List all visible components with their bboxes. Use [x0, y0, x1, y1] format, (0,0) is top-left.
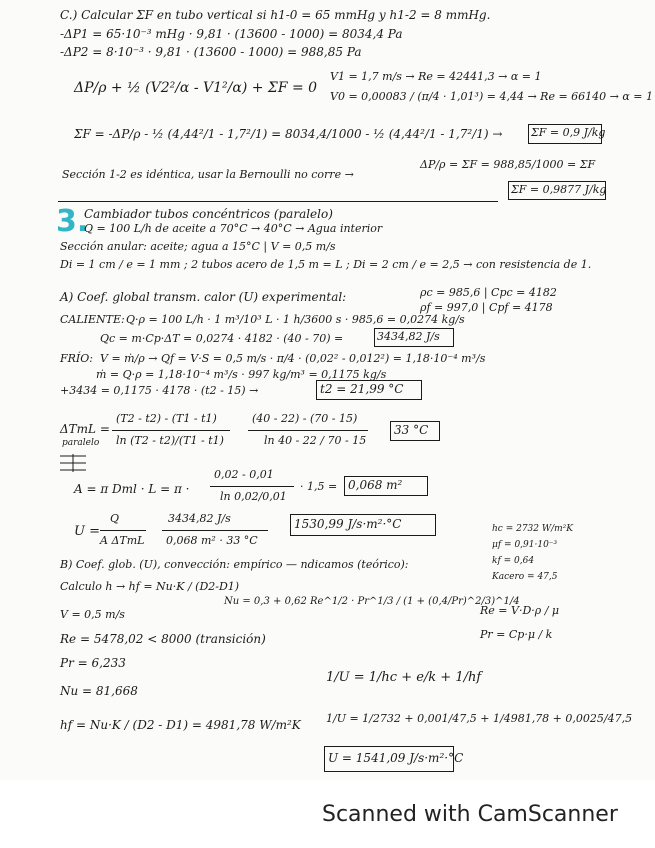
area-numerator: 0,02 - 0,01 [214, 468, 274, 481]
caliente-line: Q·ρ = 100 L/h · 1 m³/10³ L · 1 h/3600 s · 985,6 = 0,0274 kg/s [126, 313, 465, 326]
v1-line: V1 = 1,7 m/s → Re = 42441,3 → α = 1 [330, 70, 542, 83]
re-definition: Re = V·D·ρ / μ [480, 604, 560, 617]
ef2-result: ΣF = 0,9877 J/kg [511, 183, 607, 196]
dp-rho-line: ΔP/ρ = ΣF = 988,85/1000 = ΣF [420, 158, 596, 171]
u-result: 1530,99 J/s·m²·°C [294, 517, 402, 531]
u-denominator-values: 0,068 m² · 33 °C [166, 534, 258, 547]
u-resistance-equation: 1/U = 1/hc + e/k + 1/hf [326, 670, 482, 685]
u-resistance-values: 1/U = 1/2732 + 0,001/47,5 + 1/4981,78 + 0,0025/47,5 [326, 712, 633, 725]
section-b-title: B) Coef. glob. (U), convección: empírico — ndicamos (teórico): [60, 558, 409, 571]
dtml-fraction-bar [112, 430, 230, 431]
nu-value: Nu = 81,668 [60, 684, 138, 698]
u-numerator-values: 3434,82 J/s [168, 512, 231, 525]
ef-result: ΣF = 0,9 J/kg [531, 126, 606, 139]
section-c-title: C.) Calcular ΣF en tubo vertical si h1-0 = 65 mmHg y h1-2 = 8 mmHg. [60, 8, 491, 22]
u-fraction-bar [100, 530, 146, 531]
pr-definition: Pr = Cp·μ / k [480, 628, 553, 641]
area-result: 0,068 m² [348, 478, 403, 492]
velocity-line: V = 0,5 m/s [60, 608, 125, 621]
u-values-bar [162, 530, 268, 531]
u-denominator: A ΔTmL [100, 534, 145, 547]
mu-data: μf = 0,91·10⁻³ [492, 540, 558, 550]
u-lhs: U = [74, 524, 100, 539]
nusselt-formula: Nu = 0,3 + 0,62 Re^1/2 · Pr^1/3 / (1 + (0,4/Pr)^2/3)^1/4 [224, 596, 520, 607]
t2-result: t2 = 21,99 °C [320, 382, 404, 396]
area-lhs: A = π Dml · L = π · [74, 482, 190, 496]
u-numerator: Q [110, 512, 120, 525]
dtml-sub: paralelo [62, 438, 100, 448]
dtml-numerator-values: (40 - 22) - (70 - 15) [252, 412, 358, 425]
dtml-values-bar [248, 430, 368, 431]
diameters-line: Di = 1 cm / e = 1 mm ; 2 tubos acero de 1,5 m = L ; Di = 2 cm / e = 2,5 → con resistencia de 1. [60, 258, 592, 271]
kacero-data: Kacero = 47,5 [492, 572, 558, 582]
dtml-denominator: ln (T2 - t2)/(T1 - t1) [116, 434, 224, 447]
qc-line: Qc = m·Cp·ΔT = 0,0274 · 4182 · (40 - 70) = [100, 332, 344, 345]
frio-balance: +3434 = 0,1175 · 4178 · (t2 - 15) → [60, 384, 259, 397]
item-a-title: A) Coef. global transm. calor (U) experimental: [60, 290, 347, 304]
footer-bar [0, 780, 655, 848]
section-3-number: 3. [56, 204, 89, 239]
pr-value: Pr = 6,233 [60, 656, 126, 670]
dtml-result: 33 °C [394, 423, 429, 437]
kf-data: kf = 0,64 [492, 556, 535, 566]
calc-hf-line: Calculo h → hf = Nu·K / (D2-D1) [60, 580, 240, 593]
dp2-line: -ΔP2 = 8·10⁻³ · 9,81 · (13600 - 1000) = 988,85 Pa [60, 45, 362, 59]
area-rhs: · 1,5 = [300, 480, 338, 493]
mass-flow-line: ṁ = Q·ρ = 1,18·10⁻⁴ m³/s · 997 kg/m³ = 0,1175 kg/s [96, 368, 387, 381]
section-3-data: Q = 100 L/h de aceite a 70°C → 40°C → Agua interior [84, 222, 383, 235]
dtml-denominator-values: ln 40 - 22 / 70 - 15 [264, 434, 367, 447]
hf-value: hf = Nu·K / (D2 - D1) = 4981,78 W/m²K [60, 718, 301, 732]
exchanger-sketch [58, 452, 88, 474]
re-value: Re = 5478,02 < 8000 (transición) [60, 632, 266, 646]
camscanner-watermark: Scanned with CamScanner [322, 802, 618, 827]
qc-result: 3434,82 J/s [377, 330, 440, 343]
dtml-label: ΔTmL = [60, 422, 110, 436]
area-fraction-bar [210, 486, 294, 487]
hc-data: hc = 2732 W/m²K [492, 524, 574, 534]
section12-note: Sección 1-2 es idéntica, usar la Bernoulli no corre → [62, 168, 354, 181]
ef-equation: ΣF = -ΔP/ρ - ½ (4,44²/1 - 1,7²/1) = 8034,4/1000 - ½ (4,44²/1 - 1,7²/1) → [74, 127, 503, 141]
dtml-numerator: (T2 - t2) - (T1 - t1) [116, 412, 217, 425]
section-divider [58, 201, 498, 202]
section-3-heading: Cambiador tubos concéntricos (paralelo) [84, 207, 333, 221]
u-final-result: U = 1541,09 J/s·m²·°C [328, 751, 464, 765]
frio-line: V = ṁ/ρ → Qf = V·S = 0,5 m/s · π/4 · (0,02² - 0,012²) = 1,18·10⁻⁴ m³/s [100, 352, 486, 365]
area-denominator: ln 0,02/0,01 [220, 490, 287, 503]
bernoulli-equation: ΔP/ρ + ½ (V2²/α - V1²/α) + ΣF = 0 [74, 80, 318, 96]
dp1-line: -ΔP1 = 65·10⁻³ mHg · 9,81 · (13600 - 1000) = 8034,4 Pa [60, 27, 403, 41]
caliente-label: CALIENTE: [60, 313, 125, 326]
rho-cp-frio: ρf = 997,0 | Cpf = 4178 [420, 301, 553, 314]
frio-label: FRÍO: [60, 352, 93, 365]
v0-line: V0 = 0,00083 / (π/4 · 1,01³) = 4,44 → Re = 66140 → α = 1 [330, 90, 654, 103]
rho-cp-caliente: ρc = 985,6 | Cpc = 4182 [420, 286, 557, 299]
seccion-line: Sección anular: aceite; agua a 15°C | V = 0,5 m/s [60, 240, 336, 253]
